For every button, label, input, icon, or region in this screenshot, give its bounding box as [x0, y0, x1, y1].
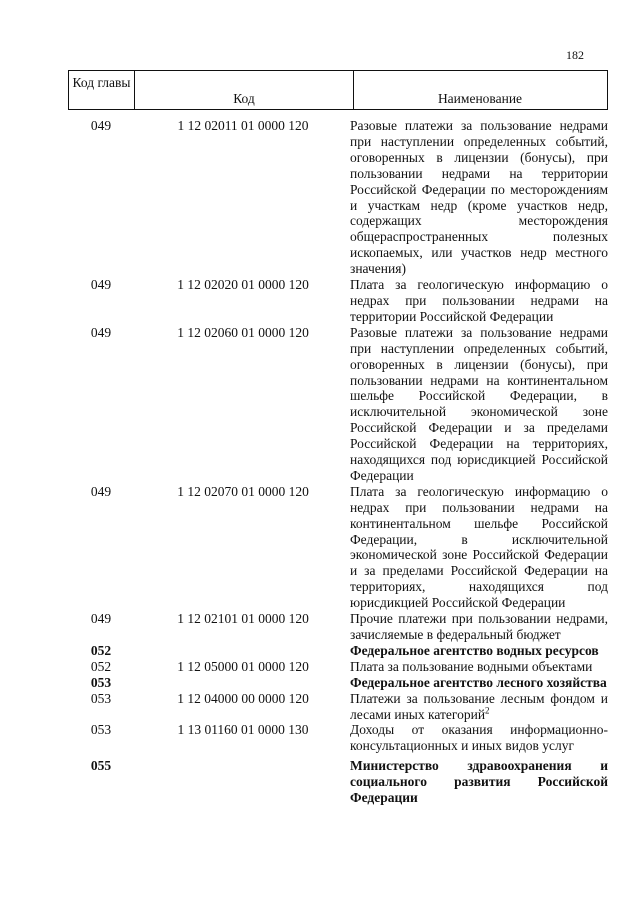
row-chapter-code: 053 [90, 722, 112, 738]
header-code: Код [135, 71, 354, 109]
table-row [68, 691, 608, 723]
row-name [350, 722, 608, 754]
row-name-text: Федеральное агентство лесного хозяйства [350, 674, 607, 690]
row-name [350, 325, 608, 484]
table-row [68, 675, 608, 691]
row-chapter-code: 053 [90, 690, 112, 706]
header-chapter-code: Код главы [69, 71, 135, 109]
row-name [350, 277, 608, 325]
row-chapter-code: 052 [90, 642, 112, 658]
table-body [68, 118, 608, 806]
row-name-text: Прочие платежи при пользовании недрами, зачисляемые в федеральный бюджет [350, 611, 608, 642]
row-name-text: Доходы от оказания информационно-консультационных и иных видов услуг [350, 722, 608, 754]
row-name [350, 675, 608, 691]
table-row [68, 118, 608, 277]
row-classification-code: 1 12 02020 01 0000 120 [177, 277, 309, 293]
row-name [350, 611, 608, 643]
table-row [68, 758, 608, 806]
row-classification-code: 1 12 05000 01 0000 120 [177, 658, 309, 674]
row-chapter-code: 049 [90, 118, 112, 133]
row-chapter-code: 052 [90, 658, 112, 674]
row-chapter-code: 049 [90, 483, 112, 499]
row-name-text: Министерство здравоохранения и социального развития Российской Федерации [350, 758, 608, 806]
footnote-marker[interactable]: 2 [485, 705, 490, 716]
row-chapter-code: 055 [90, 758, 112, 774]
row-name-text: Платежи за пользование лесным фондом и лесами иных категорий [350, 690, 608, 722]
row-classification-code: 1 12 04000 00 0000 120 [177, 690, 309, 706]
table-row [68, 722, 608, 754]
row-name [350, 643, 608, 659]
row-classification-code: 1 12 02070 01 0000 120 [177, 483, 309, 499]
row-classification-code: 1 12 02101 01 0000 120 [177, 611, 309, 627]
row-name [350, 691, 608, 723]
row-classification-code: 1 12 02011 01 0000 120 [177, 118, 309, 133]
row-chapter-code: 049 [90, 277, 112, 293]
table-row [68, 659, 608, 675]
table-row [68, 611, 608, 643]
row-name [350, 758, 608, 806]
header-name: Наименование [437, 91, 523, 106]
row-chapter-code: 049 [90, 611, 112, 627]
row-chapter-code: 053 [90, 674, 112, 690]
row-classification-code: 1 13 01160 01 0000 130 [177, 722, 309, 738]
row-name [350, 118, 608, 277]
table-row [68, 643, 608, 659]
row-name-text: Плата за геологическую информацию о недрах при пользовании недрами на континентальном шельфе Российской Федерации, в исключительной экономической зоне Российской Федерации и за пределами Российской Федерации на территориях, находящихся под юрисдикцией Российской Федерации [350, 483, 608, 611]
row-name-text: Плата за геологическую информацию о недрах при пользовании недрами на территории Российской Федерации [350, 277, 608, 324]
row-classification-code: 1 12 02060 01 0000 120 [177, 324, 309, 340]
row-name-text: Плата за пользование водными объектами [350, 658, 593, 674]
row-name-text: Федеральное агентство водных ресурсов [350, 642, 599, 658]
row-chapter-code: 049 [90, 324, 112, 340]
row-name [350, 659, 608, 675]
row-name-text: Разовые платежи за пользование недрами при наступлении определенных событий, оговоренных в лицензии (бонусы), при пользовании недрами на континентальном шельфе Российской Федерации, в исключительной экономической зоне Российской Федерации и за пределами Российской Федерации на территориях, находящихся под юрисдикцией Российской Федерации [350, 324, 608, 483]
row-name-text: Разовые платежи за пользование недрами при наступлении определенных событий, оговоренных в лицензии (бонусы), при пользовании недрами на территории Российской Федерации по месторождениям и участкам недр (кроме участков недр, содержащих месторождения общераспространенных полезных ископаемых, или участков недр местного значения) [350, 118, 608, 277]
row-name [350, 484, 608, 611]
table-row [68, 277, 608, 325]
table-row [68, 325, 608, 484]
table-header [68, 70, 608, 110]
page-number: 182 [566, 48, 584, 62]
table-row [68, 484, 608, 611]
